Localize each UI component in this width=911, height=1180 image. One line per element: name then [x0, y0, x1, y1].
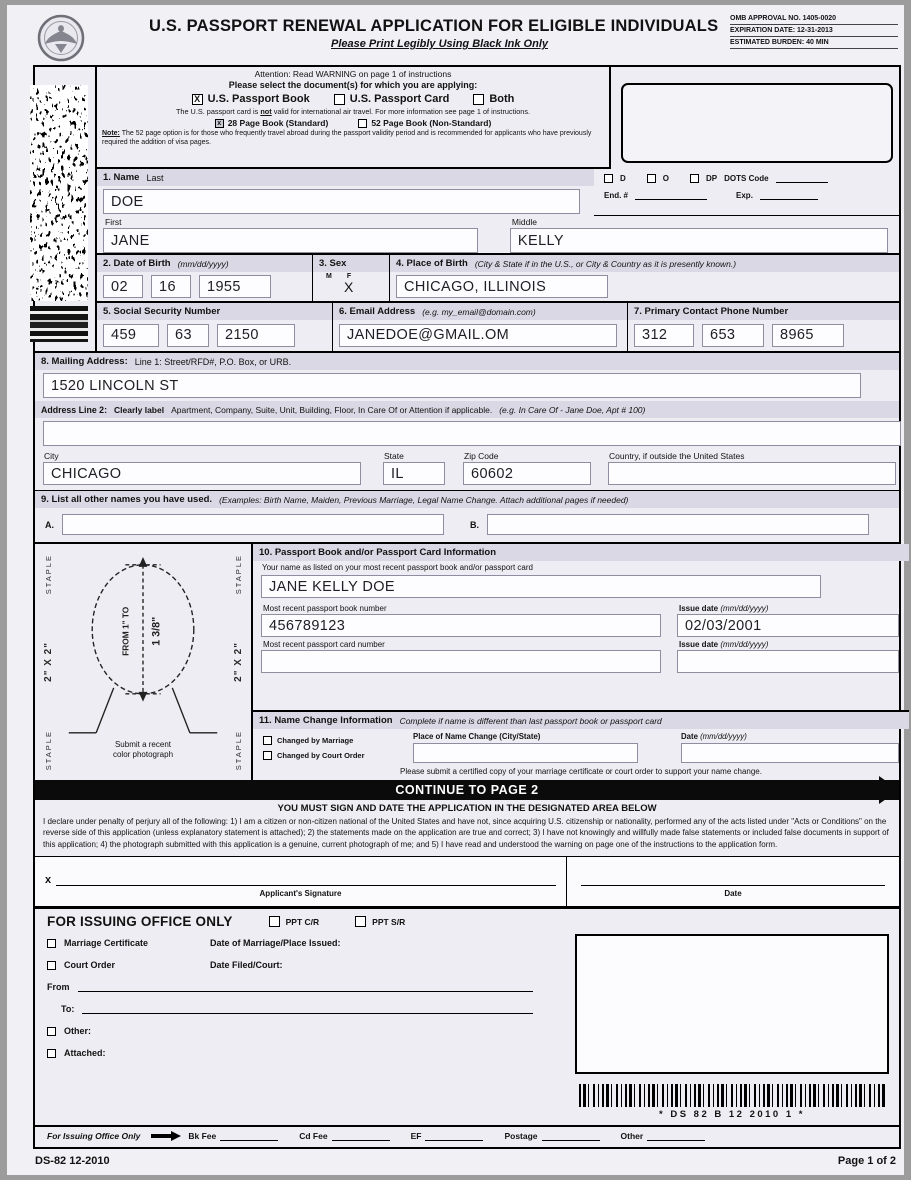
ssn-part2-field[interactable]: 63: [167, 324, 209, 347]
form-header: [7, 5, 904, 65]
marriage-option-label: Changed by Marriage: [277, 736, 354, 745]
attached-label: Attached:: [64, 1048, 106, 1059]
middle-label: Middle: [511, 217, 537, 227]
endorsement-d-checkbox[interactable]: [604, 174, 613, 183]
page-subtitle: Please Print Legibly Using Black Ink Only: [330, 38, 548, 50]
changed-by-court-option[interactable]: [263, 751, 413, 760]
staple-label: STAPLE: [233, 729, 243, 770]
endorsement-o-label: O: [662, 174, 670, 183]
to-line-field[interactable]: [82, 1005, 533, 1014]
postage-line[interactable]: [542, 1132, 600, 1141]
option-28-page[interactable]: [215, 118, 329, 128]
book-number-label: Most recent passport book number: [263, 604, 387, 613]
title-block: [149, 12, 730, 65]
bk-fee-label: Bk Fee: [188, 1131, 217, 1141]
other-names-heading: 9. List all other names you have used.: [41, 494, 213, 505]
form-body: [33, 65, 901, 1149]
signature-line[interactable]: [56, 885, 556, 886]
marriage-certificate-checkbox[interactable]: [47, 939, 56, 948]
first-label: First: [105, 217, 122, 227]
row-ssn-email-phone: [97, 301, 899, 351]
attention-warning: Attention: Read WARNING on page 1 of instructions: [254, 69, 452, 79]
eagle-seal: [37, 12, 149, 65]
first-name-field[interactable]: JANE: [103, 228, 478, 253]
other-fee-line[interactable]: [647, 1132, 705, 1141]
end-number-line[interactable]: [635, 191, 707, 200]
arrow-right-icon: [151, 1131, 181, 1141]
name-change-heading: 11. Name Change Information: [259, 715, 393, 726]
address-line2-label: Address Line 2:: [41, 404, 107, 415]
option-both[interactable]: [473, 93, 514, 105]
first-middle-row: [97, 216, 899, 253]
passport-book-label: U.S. Passport Book: [207, 93, 310, 105]
ppt-sr-checkbox[interactable]: [355, 916, 366, 927]
fee-row: [35, 1125, 899, 1147]
marriage-certificate-label: Marriage Certificate: [64, 938, 149, 949]
scan-barcode-artifact: [30, 85, 88, 337]
passport-card-label: U.S. Passport Card: [349, 93, 450, 105]
photo-guide-figure: [59, 548, 227, 738]
attention-box: [97, 67, 611, 169]
ef-label: EF: [410, 1131, 422, 1141]
end-number-label: End. #: [604, 191, 629, 200]
other-name-a-field[interactable]: [62, 514, 444, 535]
book-52-label: 52 Page Book (Non-Standard): [371, 118, 492, 128]
zip-label: Zip Code: [464, 451, 499, 461]
sex-value[interactable]: X: [344, 279, 354, 295]
omb-approval: OMB APPROVAL NO. 1405-0020: [730, 15, 898, 25]
endorsement-dp-checkbox[interactable]: [690, 174, 699, 183]
pob-heading: 4. Place of Birth: [396, 258, 468, 269]
photo-arrow-range-label: 1 3/8": [150, 616, 163, 646]
book-28-checkbox[interactable]: x: [215, 119, 224, 128]
postage-label: Postage: [504, 1131, 538, 1141]
issue-date-label: Issue date (mm/dd/yyyy): [679, 640, 769, 649]
declaration-text: I declare under penalty of perjury all of the following: 1) I am a citizen or non-citizen national of the United States and have not, since acquiring U.S. citizenship or nationality, performed any of the acts listed under "Acts or Conditions" on the reverse side of this application (unless explanatory statement is attached); 2) the statements made on the application are true and correct; 3) I have not knowingly and willfully made false statements or included false documents in support of this application; 4) the photograph submitted with this application is a genuine, current photograph of me; and 5) I have read and understood the warning on page one of the instructions to the application form.: [43, 817, 889, 849]
dots-code-label: DOTS Code: [724, 174, 769, 183]
document-options: [102, 93, 604, 105]
both-checkbox[interactable]: [473, 94, 484, 105]
scan-noise: [30, 85, 88, 301]
name-heading: 1. Name: [103, 172, 140, 183]
ppt-sr-label: PPT S/R: [372, 916, 406, 927]
last-label: Last: [146, 172, 164, 183]
change-date-label: Date (mm/dd/yyyy): [681, 732, 747, 741]
issuing-office-section: [35, 906, 899, 1147]
card-number-label: Most recent passport card number: [263, 640, 385, 649]
country-cell: [600, 449, 899, 485]
sections-10-11: [253, 544, 909, 780]
passport-book-checkbox[interactable]: X: [192, 94, 203, 105]
dob-hint: (mm/dd/yyyy): [177, 258, 229, 269]
endorsement-box: [594, 169, 899, 216]
office-right-column: [573, 932, 891, 1125]
other-name-b-label: B.: [470, 519, 479, 530]
passport-name-label: Your name as listed on your most recent passport book and/or passport card: [262, 563, 533, 572]
option-passport-card[interactable]: [334, 93, 450, 105]
staple-label: STAPLE: [233, 554, 243, 595]
name-change-options: [263, 732, 413, 763]
phone-part3-field[interactable]: 8965: [772, 324, 844, 347]
city-label: City: [44, 451, 59, 461]
cd-fee-line[interactable]: [332, 1132, 390, 1141]
ppt-cr-label: PPT C/R: [285, 916, 320, 927]
endorsement-dp-label: DP: [706, 174, 718, 183]
dob-heading: 2. Date of Birth: [103, 258, 171, 269]
continue-label: CONTINUE TO PAGE 2: [395, 783, 539, 797]
date-caption: Date: [724, 889, 742, 899]
sex-m-label[interactable]: M: [326, 273, 332, 280]
marriage-checkbox[interactable]: [263, 736, 272, 745]
cd-fee-label: Cd Fee: [299, 1131, 328, 1141]
passport-card-checkbox[interactable]: [334, 94, 345, 105]
pob-hint: (City & State if in the U.S., or City & Country as it is presently known.): [474, 258, 737, 269]
attention-note: Note: The 52 page option is for those who frequently travel abroad during the passport validity period and is recommended for applicants who have previously required the addition of visa pages.: [102, 130, 592, 146]
photo-center: [59, 548, 227, 776]
photo-arrow-from-label: FROM 1" TO: [120, 606, 131, 656]
changed-by-marriage-option[interactable]: [263, 736, 413, 745]
field-6-email: [332, 303, 627, 351]
page-title: U.S. PASSPORT RENEWAL APPLICATION FOR ELIGIBLE INDIVIDUALS: [149, 17, 719, 35]
exp-label: Exp.: [736, 191, 753, 200]
state-field[interactable]: IL: [383, 462, 445, 485]
place-of-change-label: Place of Name Change (City/State): [413, 732, 541, 741]
field-1-name: [97, 169, 899, 253]
photo-size-label: 2" X 2": [42, 642, 54, 682]
signature-cell: [35, 857, 567, 906]
field-10-passport-info: [253, 544, 909, 710]
upper-fields: [95, 67, 899, 351]
ppt-cr-checkbox[interactable]: [269, 916, 280, 927]
last-name-field[interactable]: DOE: [103, 189, 580, 214]
passport-name-field[interactable]: JANE KELLY DOE: [261, 575, 821, 598]
signature-area: [35, 856, 899, 906]
omb-burden: ESTIMATED BURDEN: 40 MIN: [730, 39, 898, 49]
photo-size-label: 2" X 2": [232, 642, 244, 682]
from-line-field[interactable]: [78, 983, 534, 992]
field-5-ssn: [97, 303, 332, 351]
office-photo-box: [621, 83, 893, 163]
dob-year-field[interactable]: 1955: [199, 275, 271, 298]
ds82-barcode-text: * DS 82 B 12 2010 1 *: [659, 1109, 805, 1121]
omb-expiration: EXPIRATION DATE: 12-31-2013: [730, 27, 898, 37]
field-2-date-of-birth: [97, 255, 312, 301]
city-cell: [35, 449, 375, 485]
issuing-office-title: FOR ISSUING OFFICE ONLY: [47, 914, 233, 930]
card-note: The U.S. passport card is not valid for international air travel. For more information see page 1 of instructions.: [175, 107, 531, 116]
attached-checkbox[interactable]: [47, 1049, 56, 1058]
field-3-sex: [312, 255, 389, 301]
name-change-date-col: [681, 732, 899, 763]
court-date-label: Date Filed/Court:: [210, 960, 283, 971]
other-office-label: Other:: [64, 1026, 91, 1037]
staple-label: STAPLE: [43, 554, 53, 595]
email-heading: 6. Email Address: [339, 306, 416, 317]
address-line2-bold: Clearly label: [114, 404, 165, 415]
field-7-phone: [627, 303, 899, 351]
email-hint: (e.g. my_email@domain.com): [422, 306, 536, 317]
name-change-note: Please submit a certified copy of your marriage certificate or court order to support your name change.: [400, 767, 762, 776]
address-line2-field[interactable]: [43, 421, 901, 446]
signature-x-mark: x: [45, 874, 52, 887]
field-8-mailing-address: [35, 351, 899, 490]
card-number-field[interactable]: [261, 650, 661, 673]
city-state-zip-row: [35, 449, 899, 490]
middle-name-field[interactable]: KELLY: [510, 228, 888, 253]
other-office-checkbox[interactable]: [47, 1027, 56, 1036]
passport-renewal-form-page: [7, 5, 904, 1175]
passport-info-heading: 10. Passport Book and/or Passport Card Information: [259, 547, 497, 558]
name-change-place-col: [413, 732, 681, 763]
country-field[interactable]: [608, 462, 896, 485]
dob-day-field[interactable]: 16: [151, 275, 191, 298]
phone-part2-field[interactable]: 653: [702, 324, 764, 347]
address-heading: 8. Mailing Address:: [41, 356, 128, 367]
eagle-seal-icon: [37, 14, 85, 62]
ds82-barcode: [579, 1084, 885, 1107]
ef-line[interactable]: [425, 1132, 483, 1141]
staple-label: STAPLE: [43, 729, 53, 770]
office-stamp-box: [575, 934, 889, 1074]
photo-area: [35, 544, 253, 780]
court-order-label: Court Order: [64, 960, 116, 971]
omb-block: [730, 12, 898, 65]
ppt-cr-option[interactable]: [269, 916, 320, 927]
exp-line[interactable]: [760, 191, 818, 200]
book-size-options: [102, 118, 604, 128]
other-name-a-label: A.: [45, 519, 54, 530]
other-fee-label: Other: [620, 1131, 644, 1141]
address-line1-field[interactable]: 1520 LINCOLN ST: [43, 373, 861, 398]
bk-fee-line[interactable]: [220, 1132, 278, 1141]
other-names-hint: (Examples: Birth Name, Maiden, Previous Marriage, Legal Name Change. Attach additional pages if needed): [219, 494, 629, 505]
field-9-other-names: [35, 490, 899, 542]
sign-instruction-heading: YOU MUST SIGN AND DATE THE APPLICATION IN THE DESIGNATED AREA BELOW: [277, 803, 657, 814]
form-footer: [7, 1149, 904, 1175]
place-of-change-field[interactable]: [413, 743, 638, 763]
row-dob-sex-pob: [97, 253, 899, 301]
book-number-field[interactable]: 456789123: [261, 614, 661, 637]
state-cell: [375, 449, 455, 485]
name-change-hint: Complete if name is different than last passport book or passport card: [399, 715, 662, 726]
field-11-name-change: [253, 710, 909, 780]
to-label: To:: [61, 1004, 75, 1015]
sex-heading: 3. Sex: [319, 258, 347, 269]
attention-prompt: Please select the document(s) for which you are applying:: [228, 80, 478, 90]
ssn-heading: 5. Social Security Number: [103, 306, 221, 317]
continue-to-page-2-bar: [35, 780, 899, 800]
email-field[interactable]: JANEDOE@GMAIL.OM: [339, 324, 617, 347]
signature-caption: Applicant's Signature: [259, 889, 342, 899]
city-field[interactable]: CHICAGO: [43, 462, 361, 485]
date-line[interactable]: [581, 885, 885, 886]
ssn-part3-field[interactable]: 2150: [217, 324, 295, 347]
ssn-part1-field[interactable]: 459: [103, 324, 159, 347]
form-number: DS-82 12-2010: [35, 1155, 110, 1167]
sex-f-label[interactable]: F: [346, 273, 352, 280]
court-order-checkbox[interactable]: [263, 751, 272, 760]
ppt-sr-option[interactable]: [355, 916, 405, 927]
card-issue-date-field[interactable]: [677, 650, 899, 673]
zip-cell: [455, 449, 600, 485]
zip-field[interactable]: 60602: [463, 462, 591, 485]
phone-part1-field[interactable]: 312: [634, 324, 694, 347]
address-line2-example: (e.g. In Care Of - Jane Doe, Apt # 100): [499, 404, 646, 415]
other-name-b-field[interactable]: [487, 514, 869, 535]
country-label: Country, if outside the United States: [609, 451, 745, 461]
photo-caption: Submit a recent color photograph: [112, 740, 174, 759]
office-left-column: [47, 932, 573, 1125]
issue-date-label: Issue date (mm/dd/yyyy): [679, 604, 769, 613]
page-indicator: Page 1 of 2: [837, 1155, 896, 1167]
from-label: From: [47, 982, 70, 993]
document-selection-row: [97, 67, 899, 169]
book-28-label: 28 Page Book (Standard): [227, 118, 329, 128]
endorsement-d-label: D: [620, 174, 626, 183]
arrow-right-icon: [879, 776, 899, 804]
field-4-place-of-birth: [389, 255, 899, 301]
court-option-label: Changed by Court Order: [277, 751, 365, 760]
court-order-office-checkbox[interactable]: [47, 961, 56, 970]
address-line2-rest: Apartment, Company, Suite, Unit, Building, Floor, In Care Of or Attention if applicable.: [171, 404, 493, 415]
address-line1-label: Line 1: Street/RFD#, P.O. Box, or URB.: [134, 356, 292, 367]
pob-field[interactable]: CHICAGO, ILLINOIS: [396, 275, 608, 298]
first-name-col: [97, 216, 504, 253]
dob-month-field[interactable]: 02: [103, 275, 143, 298]
dots-code-line[interactable]: [776, 174, 828, 183]
change-date-field[interactable]: [681, 743, 899, 763]
photo-left-edge: [37, 548, 59, 776]
marriage-date-label: Date of Marriage/Place Issued:: [210, 938, 341, 949]
phone-heading: 7. Primary Contact Phone Number: [634, 306, 789, 317]
book-issue-date-field[interactable]: 02/03/2001: [677, 614, 899, 637]
both-label: Both: [489, 93, 515, 105]
name-main: [97, 169, 594, 216]
endorsement-o-checkbox[interactable]: [647, 174, 656, 183]
book-52-checkbox[interactable]: [358, 119, 367, 128]
date-cell: [567, 857, 899, 906]
scan-bands: [30, 306, 88, 342]
fee-row-label: For Issuing Office Only: [47, 1131, 141, 1141]
option-passport-book[interactable]: [192, 93, 310, 105]
option-52-page[interactable]: [358, 118, 491, 128]
state-label: State: [384, 451, 404, 461]
photo-and-passport-info: [35, 542, 899, 780]
name-header-bar: [97, 169, 594, 186]
middle-name-col: [504, 216, 899, 253]
photo-right-edge: [227, 548, 249, 776]
